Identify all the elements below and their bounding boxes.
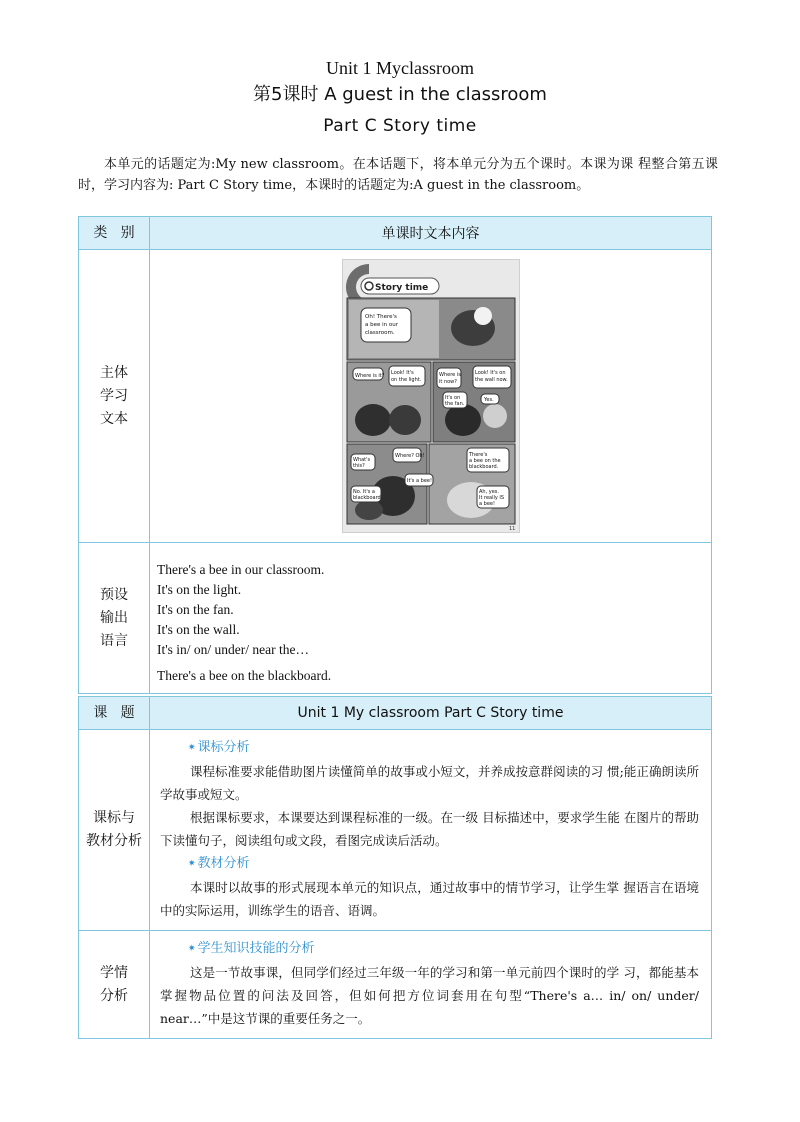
unit-title: Unit 1 Myclassroom <box>326 58 474 78</box>
bullet-icon: ✷ <box>188 859 196 869</box>
comic-page-number: 11 <box>508 526 515 532</box>
topic-label: 课 题 <box>79 697 150 730</box>
learner-skills-heading-text: 学生知识技能的分析 <box>197 941 315 956</box>
svg-text:Look! It's on: Look! It's on <box>474 370 506 376</box>
svg-text:No. It's a: No. It's a <box>352 489 375 495</box>
svg-text:a bee on the: a bee on the <box>468 458 501 464</box>
analysis-table <box>78 696 712 1039</box>
svg-text:Where? Oh!: Where? Oh! <box>394 453 425 459</box>
svg-text:a bee!: a bee! <box>478 501 495 507</box>
standard-analysis-para-1: 课程标准要求能借助图片读懂简单的故事或小短文，并养成按意群阅读的习 惯;能正确朗读所学故事或短文。 <box>160 764 699 802</box>
curriculum-analysis-row <box>79 730 712 931</box>
main-text-row <box>79 250 712 543</box>
comic-cell <box>150 250 712 543</box>
bullet-icon: ✷ <box>188 944 196 954</box>
textbook-analysis-para: 本课时以故事的形式展现本单元的知识点，通过故事中的情节学习，让学生掌 握语言在语境中的实际运用，训练学生的语音、语调。 <box>160 880 699 918</box>
textbook-analysis-heading-text: 教材分析 <box>197 856 250 871</box>
svg-text:Look! It's: Look! It's <box>390 370 414 376</box>
main-text-label: 主体 学习 文本 <box>79 250 150 543</box>
svg-text:on the light.: on the light. <box>390 377 421 383</box>
output-line: It's on the wall. <box>157 621 240 637</box>
output-line-last: There's a bee on the blackboard. <box>157 667 332 683</box>
comic-banner-text: Story time <box>374 283 428 293</box>
svg-text:Ah, yes.: Ah, yes. <box>478 489 499 495</box>
curriculum-analysis-cell <box>150 730 712 931</box>
output-language-cell <box>150 543 712 694</box>
learner-skills-heading <box>160 937 699 961</box>
svg-text:a bee in our: a bee in our <box>364 322 398 328</box>
output-line: It's on the fan. <box>157 601 234 617</box>
output-line: It's in/ on/ under/ near the… <box>157 641 310 657</box>
output-language-row <box>79 543 712 694</box>
svg-text:There's: There's <box>468 452 487 458</box>
svg-text:the wall now.: the wall now. <box>474 377 508 383</box>
svg-text:this?: this? <box>352 463 365 469</box>
learner-analysis-cell <box>150 931 712 1039</box>
category-header: 类 别 <box>79 217 150 250</box>
svg-text:Yes.: Yes. <box>483 397 494 403</box>
svg-text:It's on: It's on <box>444 395 460 401</box>
text-content-table <box>78 216 712 694</box>
svg-text:It really IS: It really IS <box>478 495 504 501</box>
standard-analysis-heading <box>160 736 699 760</box>
svg-text:blackboard.: blackboard. <box>352 495 382 501</box>
svg-text:the fan.: the fan. <box>444 401 464 407</box>
standard-analysis-heading-text: 课标分析 <box>197 740 250 755</box>
bullet-icon: ✷ <box>188 743 196 753</box>
svg-text:Oh! There's: Oh! There's <box>364 314 397 320</box>
svg-text:Where is it?: Where is it? <box>354 373 384 379</box>
svg-text:What's: What's <box>352 457 370 463</box>
svg-text:It's a bee!: It's a bee! <box>406 478 432 484</box>
topic-value: Unit 1 My classroom Part C Story time <box>150 697 712 730</box>
table1-header-row <box>79 217 712 250</box>
lesson-title: 第5课时 A guest in the classroom <box>253 84 547 105</box>
learner-analysis-label: 学情 分析 <box>79 931 150 1039</box>
comic-drawing <box>343 260 519 532</box>
intro-paragraph <box>78 154 718 196</box>
output-language-label: 预设 输出 语言 <box>79 543 150 694</box>
learner-skills-para: 这是一节故事课，但同学们经过三年级一年的学习和第一单元前四个课时的学 习，都能基本掌握物品位置的问法及回答，但如何把方位词套用在句型“There's a… in/ on/ under/ near…”中是这节课的重要任务之一。 <box>160 965 699 1026</box>
textbook-analysis-heading <box>160 852 699 876</box>
standard-analysis-para-2: 根据课标要求，本课要达到课程标准的一级。在一级 目标描述中，要求学生能 在图片的帮助下读懂句子，阅读组句或文段，看图完成读后活动。 <box>160 810 699 848</box>
svg-text:classroom.: classroom. <box>364 330 395 336</box>
output-line: There's a bee in our classroom. <box>157 561 325 577</box>
svg-text:Where is: Where is <box>438 372 461 378</box>
output-line: It's on the light. <box>157 581 242 597</box>
part-title: Part C Story time <box>323 116 477 136</box>
content-header: 单课时文本内容 <box>150 217 712 250</box>
svg-text:blackboard.: blackboard. <box>468 464 498 470</box>
learner-analysis-row <box>79 931 712 1039</box>
topic-row <box>79 697 712 730</box>
story-comic-image <box>342 259 520 533</box>
curriculum-analysis-label: 课标与 教材分析 <box>79 730 150 931</box>
svg-text:it now?: it now? <box>438 379 457 385</box>
intro-text: 本单元的话题定为:My new classroom。在本话题下，将本单元分为五个课时。本课为课 程整合第五课时，学习内容为: Part C Story time，本课时的话题定为:A guest in the classroom。 <box>78 157 718 193</box>
